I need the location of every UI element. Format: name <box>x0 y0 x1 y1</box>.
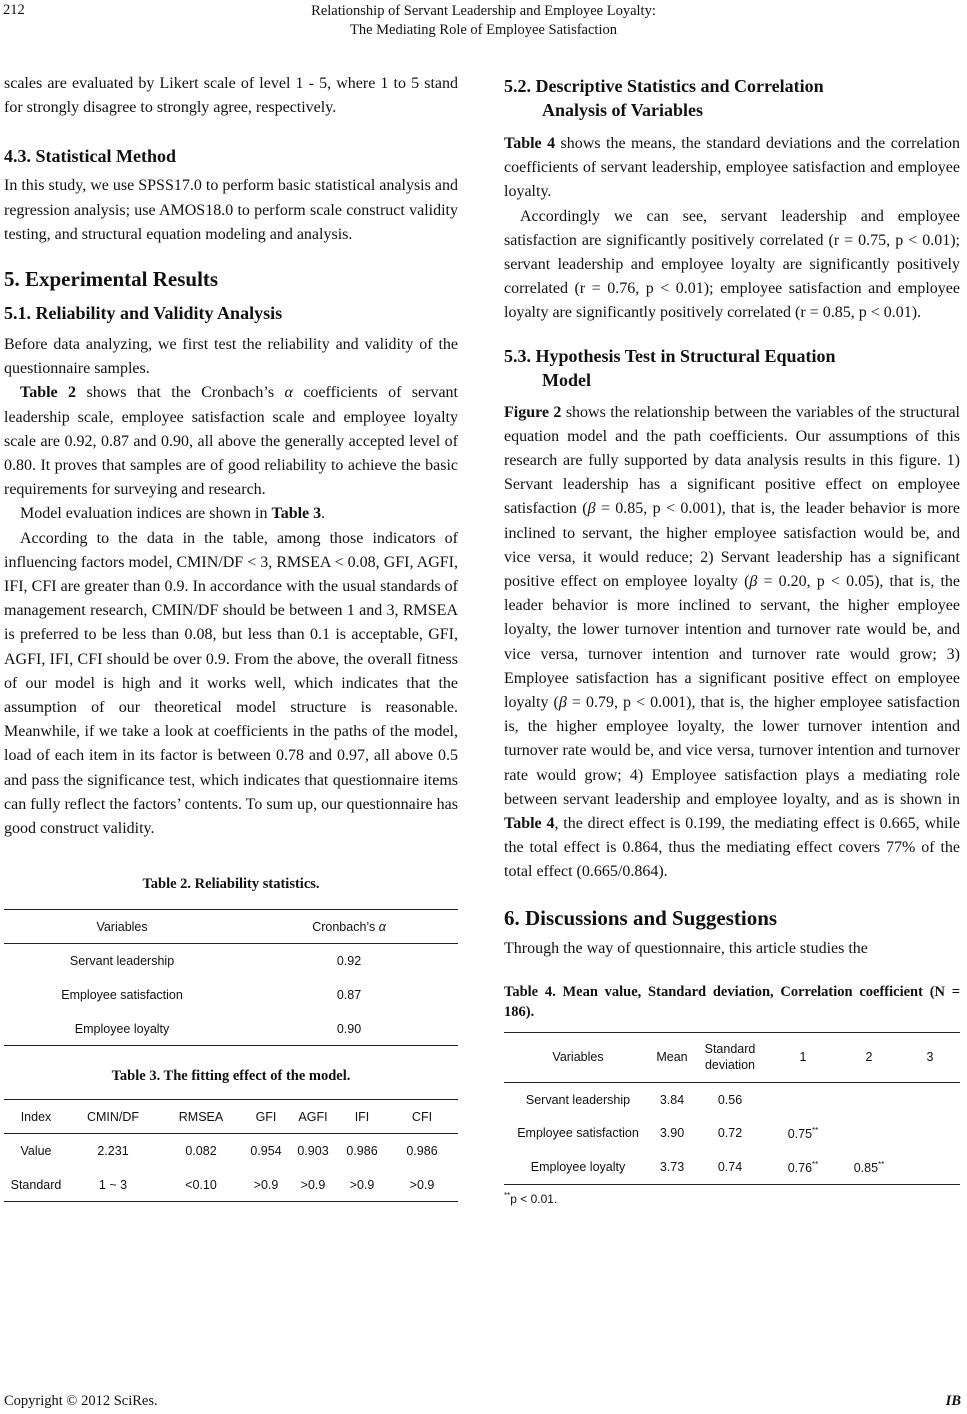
paragraph-5-1c: Model evaluation indices are shown in Table 3. <box>20 505 326 523</box>
running-title <box>0 2 967 40</box>
table-row: Servant leadership 0.92 <box>69 954 362 969</box>
paragraph-6: Through the way of questionnaire, this article studies the <box>504 939 868 957</box>
paragraph-4-3: In this study, we use SPSS17.0 to perform basic statistical analysis and regression analysis; use AMOS18.0 to perform scale construct validity testing, and structural equation modeling and analysis. <box>4 177 458 243</box>
table-row: Servant leadership 3.84 0.56 <box>525 1092 743 1107</box>
table-row: Employee loyalty 0.90 <box>4 1012 458 1046</box>
paragraph-5-1b: Table 2 shows that the Cronbach’s α coefficients of servant leadership scale, employee satisfaction scale and employee loyalty scale are 0.92, 0.87 and 0.90, all above the generally accepted level of 0.80. It proves that samples are of good reliability to achieve the basic requirements for surveying and research. <box>4 384 459 499</box>
intro-paragraph: scales are evaluated by Likert scale of level 1 - 5, where 1 to 5 stand for strongly disagree to strongly agree, respectively. <box>4 75 458 117</box>
table-3-caption: Table 3. The fitting effect of the model. <box>111 1068 351 1085</box>
table-4: Variables Mean Standard deviation 1 2 3 Servant leadership 3.84 0.56 Employee satisfaction 3.90 0.72 0.75** Employee loyalty 3.73 0.74 0.76** 0.85** <box>504 1032 960 1185</box>
heading-4-3: 4.3. Statistical Method <box>4 146 176 167</box>
table-4-ref[interactable]: Table 4 <box>504 135 556 152</box>
table-2-header: Cronbach’s α <box>312 919 386 934</box>
table-row: Employee satisfaction 3.90 0.72 0.75** <box>517 1125 819 1141</box>
table-3-ref[interactable]: Table 3 <box>271 505 322 523</box>
paragraph-5-2b: Accordingly we can see, servant leadership and employee satisfaction are significantly positively correlated (r = 0.75, p < 0.01); servant leadership and employee loyalty are significantly positively correlated (r = 0.76, p < 0.01); employee satisfaction and employee loyalty are significantly positively correlated (r = 0.85, p < 0.01). <box>504 207 960 322</box>
copyright: Copyright © 2012 SciRes. <box>4 1393 158 1409</box>
table-row: Employee loyalty 3.73 0.74 0.76** 0.85** <box>504 1150 960 1184</box>
page-number: 212 <box>3 2 25 18</box>
table-row: Value 2.231 0.082 0.954 0.903 0.986 0.986 <box>20 1144 438 1159</box>
table-row: Employee satisfaction 0.87 <box>61 987 362 1002</box>
right-column <box>504 74 960 1206</box>
table-2-ref[interactable]: Table 2 <box>20 384 77 402</box>
heading-5-3: 5.3. Hypothesis Test in Structural Equation Model <box>504 345 836 390</box>
table-2-caption: Table 2. Reliability statistics. <box>142 876 320 893</box>
running-title-line2: The Mediating Role of Employee Satisfaction <box>350 22 617 38</box>
heading-6: 6. Discussions and Suggestions <box>504 905 778 930</box>
left-column <box>4 72 458 1202</box>
figure-2-ref[interactable]: Figure 2 <box>504 403 562 421</box>
paragraph-5-2a: Table 4 shows the means, the standard deviations and the correlation coefficients of servant leadership, employee satisfaction and employee loyalty. <box>504 135 960 201</box>
table-2-header: Variables <box>96 919 148 934</box>
paragraph-5-3: Figure 2 shows the relationship between the variables of the structural equation model and the path coefficients. Our assumptions of this research are fully supported by data analysis results in this figure. 1) Servant leadership has a significant positive effect on employee satisfaction (β = 0.85, p < 0.001), that is, the leader behavior is more inclined to servant, the higher employee satisfaction would be, and vice versa, it would reduce; 2) Servant leadership has a significant positive effect on employee loyalty (β = 0.20, p < 0.05), that is, the leader behavior is more inclined to servant, the higher employee loyalty, the lower turnover intention and turnover rate would be, and vice versa, turnover intention and turnover rate would grow; 3) Employee satisfaction has a significant positive effect on employee loyalty (β = 0.79, p < 0.001), that is, the higher employee satisfaction is, the higher employee loyalty, the lower turnover intention and turnover rate would be, and vice versa, turnover intention and turnover rate would grow; 4) Employee satisfaction plays a mediating role between servant leadership and employee loyalty, and as is shown in Table 4, the direct effect is 0.199, the mediating effect is 0.665, while the total effect is 0.864, thus the mediating effect covers 77% of the total effect (0.665/0.864). <box>504 403 961 881</box>
running-title-line1: Relationship of Servant Leadership and Employee Loyalty: <box>311 3 656 19</box>
heading-5: 5. Experimental Results <box>4 267 219 292</box>
table-2 <box>4 909 458 1046</box>
table-4-ref[interactable]: Table 4 <box>504 815 555 833</box>
paragraph-5-1a: Before data analyzing, we first test the reliability and validity of the questionnaire samples. <box>4 336 458 378</box>
paragraph-5-1d: According to the data in the table, among those indicators of influencing factors model, CMIN/DF < 3, RMSEA < 0.08, GFI, AGFI, IFI, CFI are greater than 0.9. In accordance with the usual standards of management research, CMIN/DF should be between 1 and 3, RMSEA is preferred to be less than 0.08, but less than 0.1 is acceptable, GFI, AGFI, IFI, CFI should be over 0.9. From the above, the overall fitness of our model is high and it works well, which indicates that the assumption of our theoretical model structure is reasonable. Meanwhile, if we take a look at coefficients in the paths of the model, load of each item in its factor is between 0.78 and 0.97, all above 0.5 and pass the significance test, which indicates that questionnaire items can fully reflect the factors’ contents. To sum up, our questionnaire has good construct validity. <box>4 529 458 838</box>
table-row: Standard 1 ~ 3 <0.10 >0.9 >0.9 >0.9 >0.9 <box>4 1168 458 1202</box>
heading-5-2: 5.2. Descriptive Statistics and Correlation Analysis of Variables <box>504 76 824 120</box>
heading-5-1: 5.1. Reliability and Validity Analysis <box>4 303 283 324</box>
table-4-note: **p < 0.01. <box>504 1190 558 1206</box>
journal-abbrev: IB <box>945 1393 961 1409</box>
table-3: Index CMIN/DF RMSEA GFI AGFI IFI CFI Value 2.231 0.082 0.954 0.903 0.986 0.986 Standard 1 ~ 3 <0.10 >0.9 >0.9 >0.9 >0.9 <box>4 1099 458 1202</box>
table-4-caption: Table 4. Mean value, Standard deviation, Correlation coefficient (N = 186). <box>504 983 960 1020</box>
